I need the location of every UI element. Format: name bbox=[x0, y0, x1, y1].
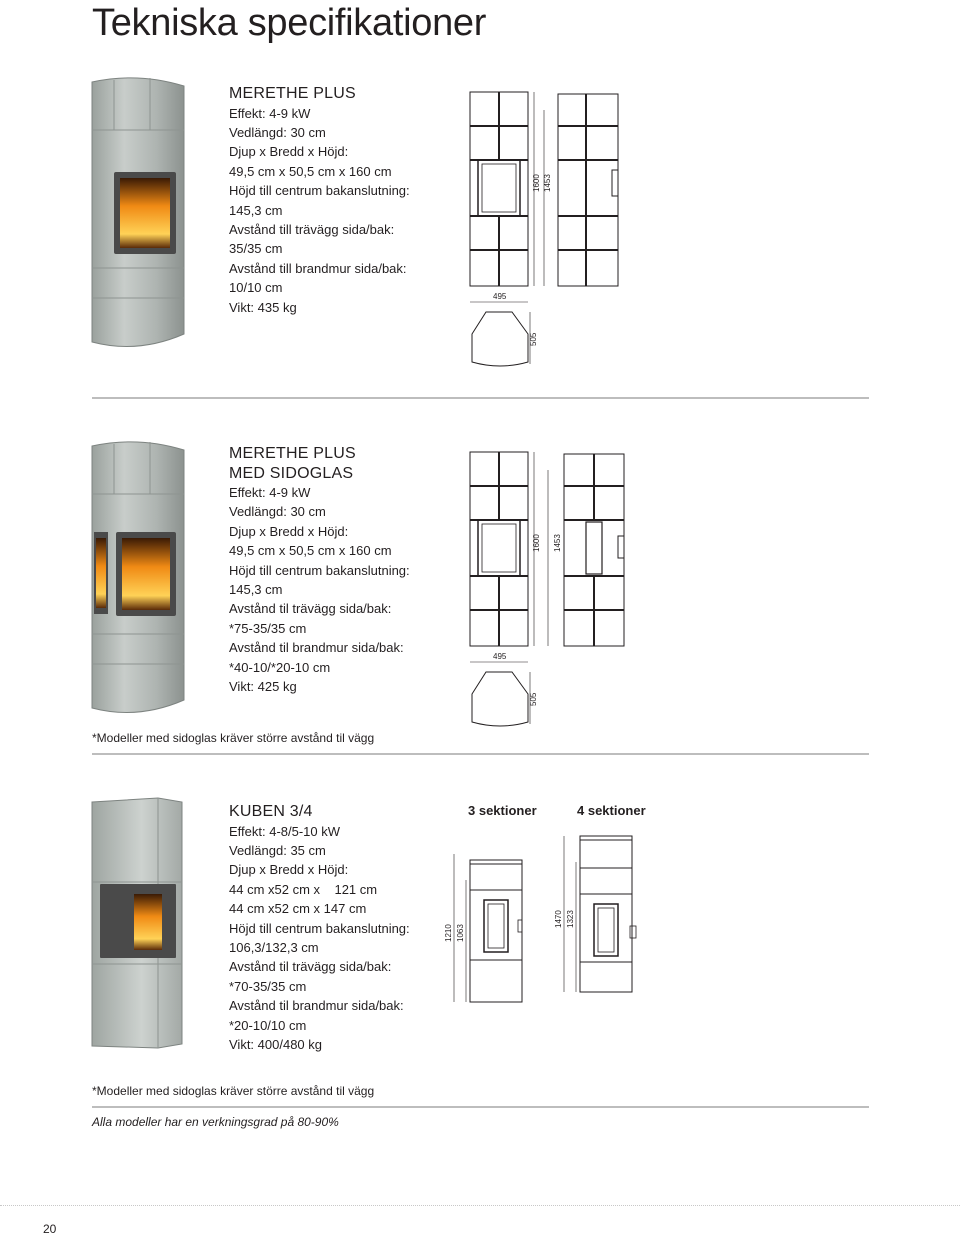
spec-line: Höjd till centrum bakanslutning: bbox=[229, 183, 410, 199]
spec-line: 35/35 cm bbox=[229, 241, 283, 257]
spec-line: 44 cm x52 cm x 121 cm bbox=[229, 881, 378, 897]
spec-line: Vikt: 400/480 kg bbox=[229, 1036, 322, 1052]
merethe-plus-sidoglas-specs bbox=[229, 444, 410, 696]
spec-line: *20-10/10 cm bbox=[229, 1017, 307, 1033]
page-number: 20 bbox=[43, 1222, 57, 1236]
spec-line: Djup x Bredd x Höjd: bbox=[229, 144, 349, 160]
page-title: Tekniska specifikationer bbox=[92, 2, 487, 44]
section-divider bbox=[92, 1106, 869, 1108]
spec-line: *70-35/35 cm bbox=[229, 978, 307, 994]
spec-line: 10/10 cm bbox=[229, 280, 283, 296]
spec-line: Avstånd til brandmur sida/bak: bbox=[229, 640, 404, 656]
page-footer-rule bbox=[0, 1205, 960, 1206]
model-name-line2: MED SIDOGLAS bbox=[229, 464, 354, 482]
merethe-plus-sidoglas-technical-drawing bbox=[462, 448, 642, 733]
kuben4-height-dimension: 1470 bbox=[554, 910, 563, 928]
spec-line: 49,5 cm x 50,5 cm x 160 cm bbox=[229, 543, 392, 559]
spec-line: Effekt: 4-9 kW bbox=[229, 105, 311, 121]
spec-line: *40-10/*20-10 cm bbox=[229, 659, 331, 675]
spec-line: Djup x Bredd x Höjd: bbox=[229, 523, 349, 539]
sidoglas-footnote: *Modeller med sidoglas kräver större avstånd til vägg bbox=[92, 731, 375, 745]
width-dimension: 495 bbox=[493, 292, 507, 301]
spec-line: Vedlängd: 35 cm bbox=[229, 842, 326, 858]
spec-line: Höjd till centrum bakanslutning: bbox=[229, 920, 410, 936]
spec-line: 145,3 cm bbox=[229, 582, 283, 598]
flue-dimension: 1453 bbox=[553, 534, 562, 552]
spec-line: Avstånd till trävägg sida/bak: bbox=[229, 221, 395, 237]
merethe-plus-sidoglas-photo bbox=[88, 436, 188, 723]
spec-line: 44 cm x52 cm x 147 cm bbox=[229, 901, 367, 917]
depth-dimension: 505 bbox=[529, 332, 538, 346]
kuben-4-sections-drawing bbox=[550, 832, 650, 1012]
spec-line: Effekt: 4-9 kW bbox=[229, 485, 311, 500]
four-sections-label: 4 sektioner bbox=[577, 803, 646, 818]
kuben-specs bbox=[229, 802, 410, 1054]
efficiency-note: Alla modeller har en verkningsgrad på 80-90% bbox=[92, 1115, 339, 1129]
three-sections-label: 3 sektioner bbox=[468, 803, 537, 818]
kuben3-height-dimension: 1210 bbox=[444, 924, 453, 942]
spec-line: Vikt: 425 kg bbox=[229, 679, 297, 695]
section-divider bbox=[92, 397, 869, 399]
spec-line: Vedlängd: 30 cm bbox=[229, 124, 326, 140]
spec-line: 145,3 cm bbox=[229, 202, 283, 218]
spec-line: Höjd till centrum bakanslutning: bbox=[229, 562, 410, 578]
kuben-footnote: *Modeller med sidoglas kräver större avstånd til vägg bbox=[92, 1084, 375, 1098]
spec-line: Avstånd till brandmur sida/bak: bbox=[229, 260, 407, 276]
spec-line: Vedlängd: 30 cm bbox=[229, 504, 326, 520]
height-dimension: 1600 bbox=[532, 534, 541, 552]
kuben-photo bbox=[88, 796, 188, 1057]
spec-line: Djup x Bredd x Höjd: bbox=[229, 862, 349, 878]
spec-line: *75-35/35 cm bbox=[229, 620, 307, 636]
merethe-plus-technical-drawing bbox=[462, 88, 642, 373]
spec-line: Effekt: 4-8/5-10 kW bbox=[229, 823, 341, 839]
spec-line: Avstånd til trävägg sida/bak: bbox=[229, 601, 392, 617]
spec-line: Avstånd til trävägg sida/bak: bbox=[229, 959, 392, 975]
kuben4-flue-dimension: 1323 bbox=[566, 910, 575, 928]
merethe-plus-specs bbox=[229, 84, 410, 317]
kuben-3-sections-drawing bbox=[440, 850, 540, 1010]
height-dimension: 1600 bbox=[532, 174, 541, 192]
merethe-plus-photo bbox=[88, 72, 188, 357]
model-name-line1: MERETHE PLUS bbox=[229, 445, 356, 462]
section-divider bbox=[92, 753, 869, 755]
spec-line: 106,3/132,3 cm bbox=[229, 939, 319, 955]
spec-line: 49,5 cm x 50,5 cm x 160 cm bbox=[229, 163, 392, 179]
spec-line: Vikt: 435 kg bbox=[229, 299, 297, 315]
width-dimension: 495 bbox=[493, 652, 507, 661]
kuben3-flue-dimension: 1063 bbox=[456, 924, 465, 942]
model-name: KUBEN 3/4 bbox=[229, 803, 313, 820]
depth-dimension: 505 bbox=[529, 692, 538, 706]
model-name: MERETHE PLUS bbox=[229, 85, 356, 102]
spec-line: Avstånd til brandmur sida/bak: bbox=[229, 998, 404, 1014]
flue-dimension: 1453 bbox=[543, 174, 552, 192]
